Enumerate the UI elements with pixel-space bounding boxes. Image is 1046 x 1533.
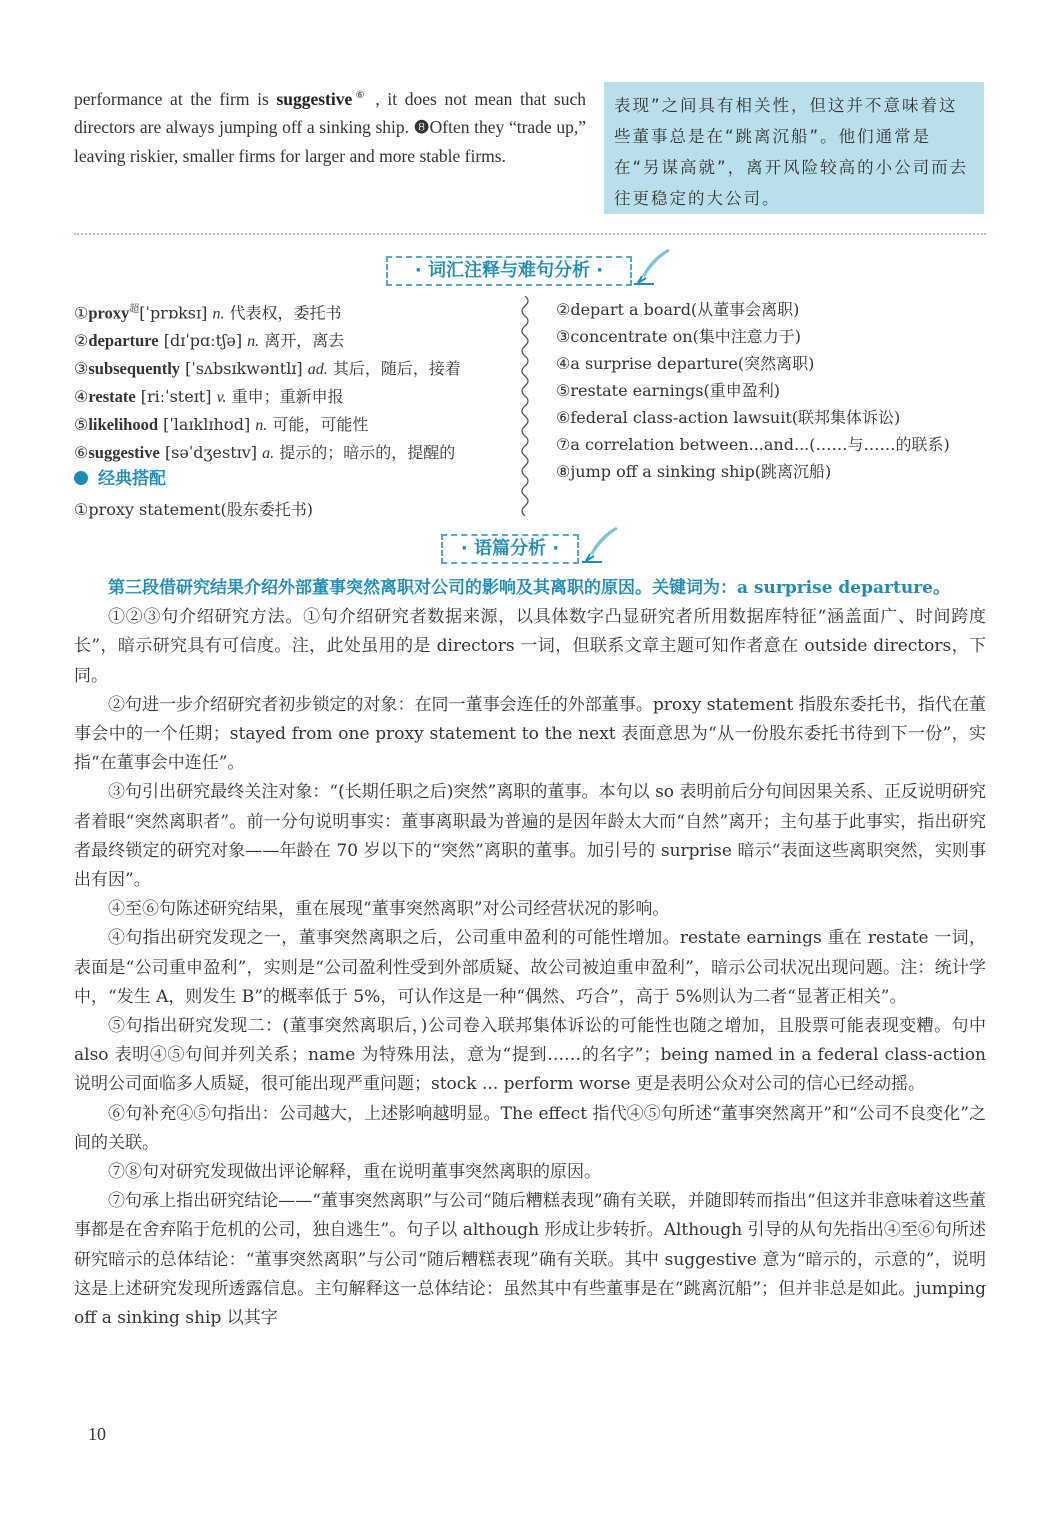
vocab-phonetic: [ˈsʌbsɪkwəntlɪ] [185,359,303,379]
analysis-paragraph: ⑤句指出研究发现二：(董事突然离职后，)公司卷入联邦集体诉讼的可能性也随之增加，且股票可能表现变糟。句中 also 表明④⑤句间并列关系；name 为特殊用法，意为“提到……的名字”；being named in a federal class-action 说明公司面临多人质疑，很可能出现严重问题；stock ... perform worse 更是表明公众对公司的信心已经动摇。 [74,1016,986,1095]
bullet-dot-icon [74,471,88,485]
vocab-pos: v. [216,389,227,407]
phrase-list [556,296,996,485]
vocab-phonetic: [ˈlaɪklɪhʊd] [163,415,251,435]
annotated-word: suggestive [276,88,353,109]
vocab-section-title [386,256,632,286]
vocab-pos: a. [262,445,275,463]
english-text [74,82,586,170]
translation-box [604,82,984,214]
english-line-3: Often they “trade up,” leaving riskier, smaller firms for larger and more stable firms. [74,117,586,166]
phrase-item: ⑧jump off a sinking ship(跳离沉船) [556,462,832,481]
phrase-item: ⑥federal class-action lawsuit(联邦集体诉讼) [556,408,901,427]
vocab-num: ④ [74,387,89,407]
quill-icon [632,246,672,286]
vocab-def: 其后，随后，接着 [332,359,461,379]
vocab-word: departure [88,331,159,351]
translation-text: 表现”之间具有相关性，但这并不意味着这些董事总是在“跳离沉船”。他们通常是在“另谋高就”，离开风险较高的小公司而去往更稳定的大公司。 [614,96,969,208]
vocab-word: suggestive [88,443,160,463]
vocab-def: 代表权，委托书 [229,303,342,323]
vocab-pos: ad. [307,361,328,379]
sentence-number: ❽ [413,117,430,138]
analysis-section-title-text: · 语篇分析 · [460,538,560,559]
english-line-1-rest: , it does not mean that such directors are always jumping off a sinking ship. [74,88,586,138]
phrase-item: ⑦a correlation between...and...(……与……的联系) [556,435,950,454]
vocab-list [74,296,514,467]
vocab-item [74,327,514,355]
section-divider [74,233,986,235]
vocab-num: ② [74,331,89,351]
vocab-pos: n. [255,417,268,435]
vocab-word: likelihood [88,415,159,435]
analysis-paragraph: ⑥句补充④⑤句指出：公司越大，上述影响越明显。The effect 指代④⑤句所述“董事突然离开”和“公司不良变化”之间的关联。 [74,1103,986,1153]
quill-icon [580,524,620,564]
vocab-phonetic: [səˈdʒestɪv] [164,443,258,463]
vocab-pos: n. [212,305,225,323]
collocation-heading [74,466,166,492]
analysis-paragraph: ⑦句承上指出研究结论——“董事突然离职”与公司“随后糟糕表现”确有关联，并随即转而指出“但这并非意味着这些董事都是在舍弃陷于危机的公司，独自逃生”。句子以 although 形成让步转折。Although 引导的从句先指出④至⑥句所述研究暗示的总体结论：“董事突然离职”与公司“随后糟糕表现”确有关联。其中 suggestive 意为“暗示的，示意的”，说明这是上述研究发现所透露信息。主句解释这一总体结论：虽然其中有些董事是在“跳离沉船”；但并非总是如此。jumping off a sinking ship 以其字 [74,1191,986,1329]
phrase-item: ⑤restate earnings(重申盈利) [556,381,780,400]
vocab-num: ⑥ [74,443,89,463]
vocab-num: ⑤ [74,415,89,435]
vocab-def: 提示的；暗示的，提醒的 [279,443,456,463]
analysis-body [74,574,986,1333]
wavy-divider [516,296,534,516]
analysis-paragraph: ②句进一步介绍研究者初步锁定的对象：在同一董事会连任的外部董事。proxy statement 指股东委托书，指代在董事会中的一个任期；stayed from one proxy statement to the next 表面意思为“从一份股东委托书待到下一份”，实指“在董事会中连任”。 [74,694,986,774]
vocab-num: ① [74,303,89,323]
analysis-paragraph: ①②③句介绍研究方法。①句介绍研究者数据来源，以具体数字凸显研究者所用数据库特征“涵盖面广、时间跨度长”，暗示研究具有可信度。注，此处虽用的是 directors 一词，但联系文章主题可知作者意在 outside directors，下同。 [74,607,986,686]
analysis-paragraph: ③句引出研究最终关注对象：“(长期任职之后)突然”离职的董事。本句以 so 表明前后分句间因果关系、正反说明研究者着眼“突然离职者”。前一分句说明事实：董事离职最为普遍的是因年龄太大而“自然”离开；主句基于此事实，指出研究者最终锁定的研究对象——年龄在 70 岁以下的“突然”离职的董事。加引号的 surprise 暗示“表面这些离职突然，实则事出有因”。 [74,782,986,891]
vocab-item [74,355,514,383]
vocab-word: restate [88,387,136,407]
vocab-def: 离开，离去 [264,331,345,351]
vocab-item [74,411,514,439]
vocab-num: ③ [74,359,89,379]
vocab-item [74,383,514,411]
vocab-def: 重申；重新申报 [231,387,344,407]
vocab-word: subsequently [88,359,181,379]
vocab-pos: n. [247,333,260,351]
vocab-def: 可能，可能性 [272,415,369,435]
vocab-item [74,296,514,327]
annotation-number: ⑥ [352,90,368,101]
analysis-paragraph: ⑦⑧句对研究发现做出评论解释，重在说明董事突然离职的原因。 [108,1162,601,1183]
page-number: 10 [88,1424,106,1444]
phrase-item: ③concentrate on(集中注意力于) [556,327,802,346]
analysis-paragraph: ④句指出研究发现之一，董事突然离职之后，公司重申盈利的可能性增加。restate earnings 重在 restate 一词，表面是“公司重申盈利”，实则是“公司盈利性受到外部质疑、故公司被迫重申盈利”，暗示公司状况出现问题。注：统计学中，“发生 A，则发生 B”的概率低于 5%，可认作这是一种“偶然、巧合”，高于 5%则认为二者“显著正相关”。 [74,928,986,1007]
english-line-1: performance at the firm is [74,88,277,109]
vocab-word: proxy [88,303,130,323]
vocab-section-title-text: · 词汇注释与难句分析 · [414,260,604,281]
vocab-item [74,439,514,467]
vocab-phonetic: [ˈprɒksɪ] [139,303,208,323]
collocation-heading-text: 经典搭配 [98,469,166,489]
vocab-phonetic: [dɪˈpɑːtʃə] [163,331,243,351]
vocab-mark: 超 [129,304,140,315]
collocation-item: ①proxy statement(股东委托书) [74,500,313,519]
english-passage [74,82,586,170]
analysis-section-title [441,534,579,564]
phrase-item: ②depart a board(从董事会离职) [556,300,800,319]
vocab-phonetic: [riːˈsteɪt] [140,387,212,407]
phrase-item: ④a surprise departure(突然离职) [556,354,815,373]
analysis-lead: 第三段借研究结果介绍外部董事突然离职对公司的影响及其离职的原因。关键词为：a surprise departure。 [108,578,950,598]
analysis-paragraph: ④至⑥句陈述研究结果，重在展现“董事突然离职”对公司经营状况的影响。 [108,899,670,920]
